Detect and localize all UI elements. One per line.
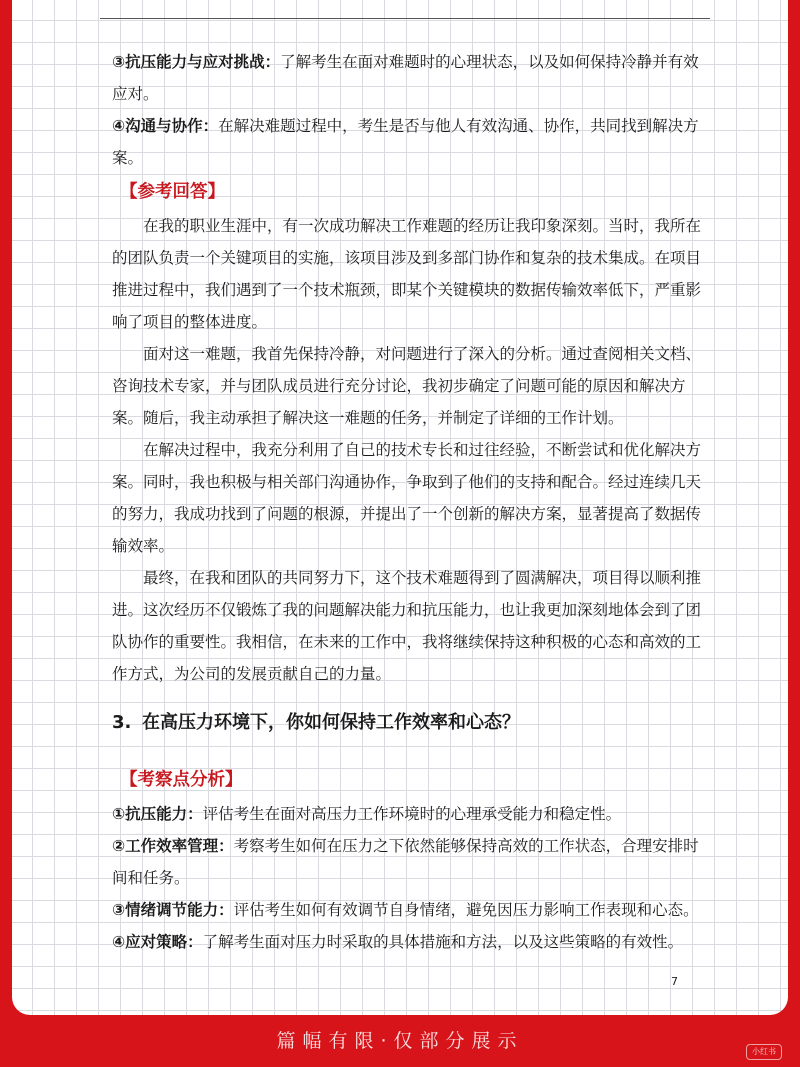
answer-paragraph: 最终，在我和团队的共同努力下，这个技术难题得到了圆满解决，项目得以顺利推进。这次经历不仅锻炼了我的问题解决能力和抗压能力，也让我更加深刻地体会到了团队协作的重要性。我相信，在未来的工作中，我将继续保持这种积极的心态和高效的工作方式，为公司的发展贡献自己的力量。	[112, 569, 702, 683]
question-text: 在高压力环境下，你如何保持工作效率和心态？	[142, 712, 520, 733]
answer-paragraph: 在解决过程中，我充分利用了自己的技术专长和过往经验，不断尝试和优化解决方案。同时，我也积极与相关部门沟通协作，争取到了他们的支持和配合。经过连续几天的努力，我成功找到了问题的根源，并提出了一个创新的解决方案，显著提高了数据传输效率。	[112, 441, 702, 555]
document-content	[112, 46, 712, 958]
footer-banner: 篇幅有限·仅部分展示	[276, 1030, 524, 1052]
answer-paragraph: 在我的职业生涯中，有一次成功解决工作难题的经历让我印象深刻。当时，我所在的团队负责一个关键项目的实施，该项目涉及到多部门协作和复杂的技术集成。在项目推进过程中，我们遇到了一个技术瓶颈，即某个关键模块的数据传输效率低下，严重影响了项目的整体进度。	[112, 217, 702, 331]
watermark-logo: 小红书	[746, 1044, 782, 1060]
top-divider	[100, 18, 710, 19]
list-item: ②工作效率管理：考察考生如何在压力之下依然能够保持高效的工作状态，合理安排时间和任务。	[112, 837, 699, 887]
list-item: ④应对策略：了解考生面对压力时采取的具体措施和方法，以及这些策略的有效性。	[112, 933, 684, 951]
list-item: ③情绪调节能力：评估考生如何有效调节自身情绪，避免因压力影响工作表现和心态。	[112, 901, 699, 919]
analysis-heading: 【考察点分析】	[120, 770, 243, 790]
list-item: ①抗压能力：评估考生在面对高压力工作环境时的心理承受能力和稳定性。	[112, 805, 622, 823]
question-number: 3.	[112, 712, 132, 733]
answer-paragraph: 面对这一难题，我首先保持冷静，对问题进行了深入的分析。通过查阅相关文档、咨询技术专家，并与团队成员进行充分讨论，我初步确定了问题可能的原因和解决方案。随后，我主动承担了解决这一难题的任务，并制定了详细的工作计划。	[112, 345, 702, 427]
list-item: ③抗压能力与应对挑战：了解考生在面对难题时的心理状态，以及如何保持冷静并有效应对。	[112, 53, 699, 103]
question-title	[112, 706, 712, 740]
answer-heading: 【参考回答】	[120, 182, 225, 202]
page-number: 7	[671, 975, 678, 988]
document-page	[12, 0, 788, 1015]
list-item: ④沟通与协作：在解决难题过程中，考生是否与他人有效沟通、协作，共同找到解决方案。	[112, 117, 699, 167]
